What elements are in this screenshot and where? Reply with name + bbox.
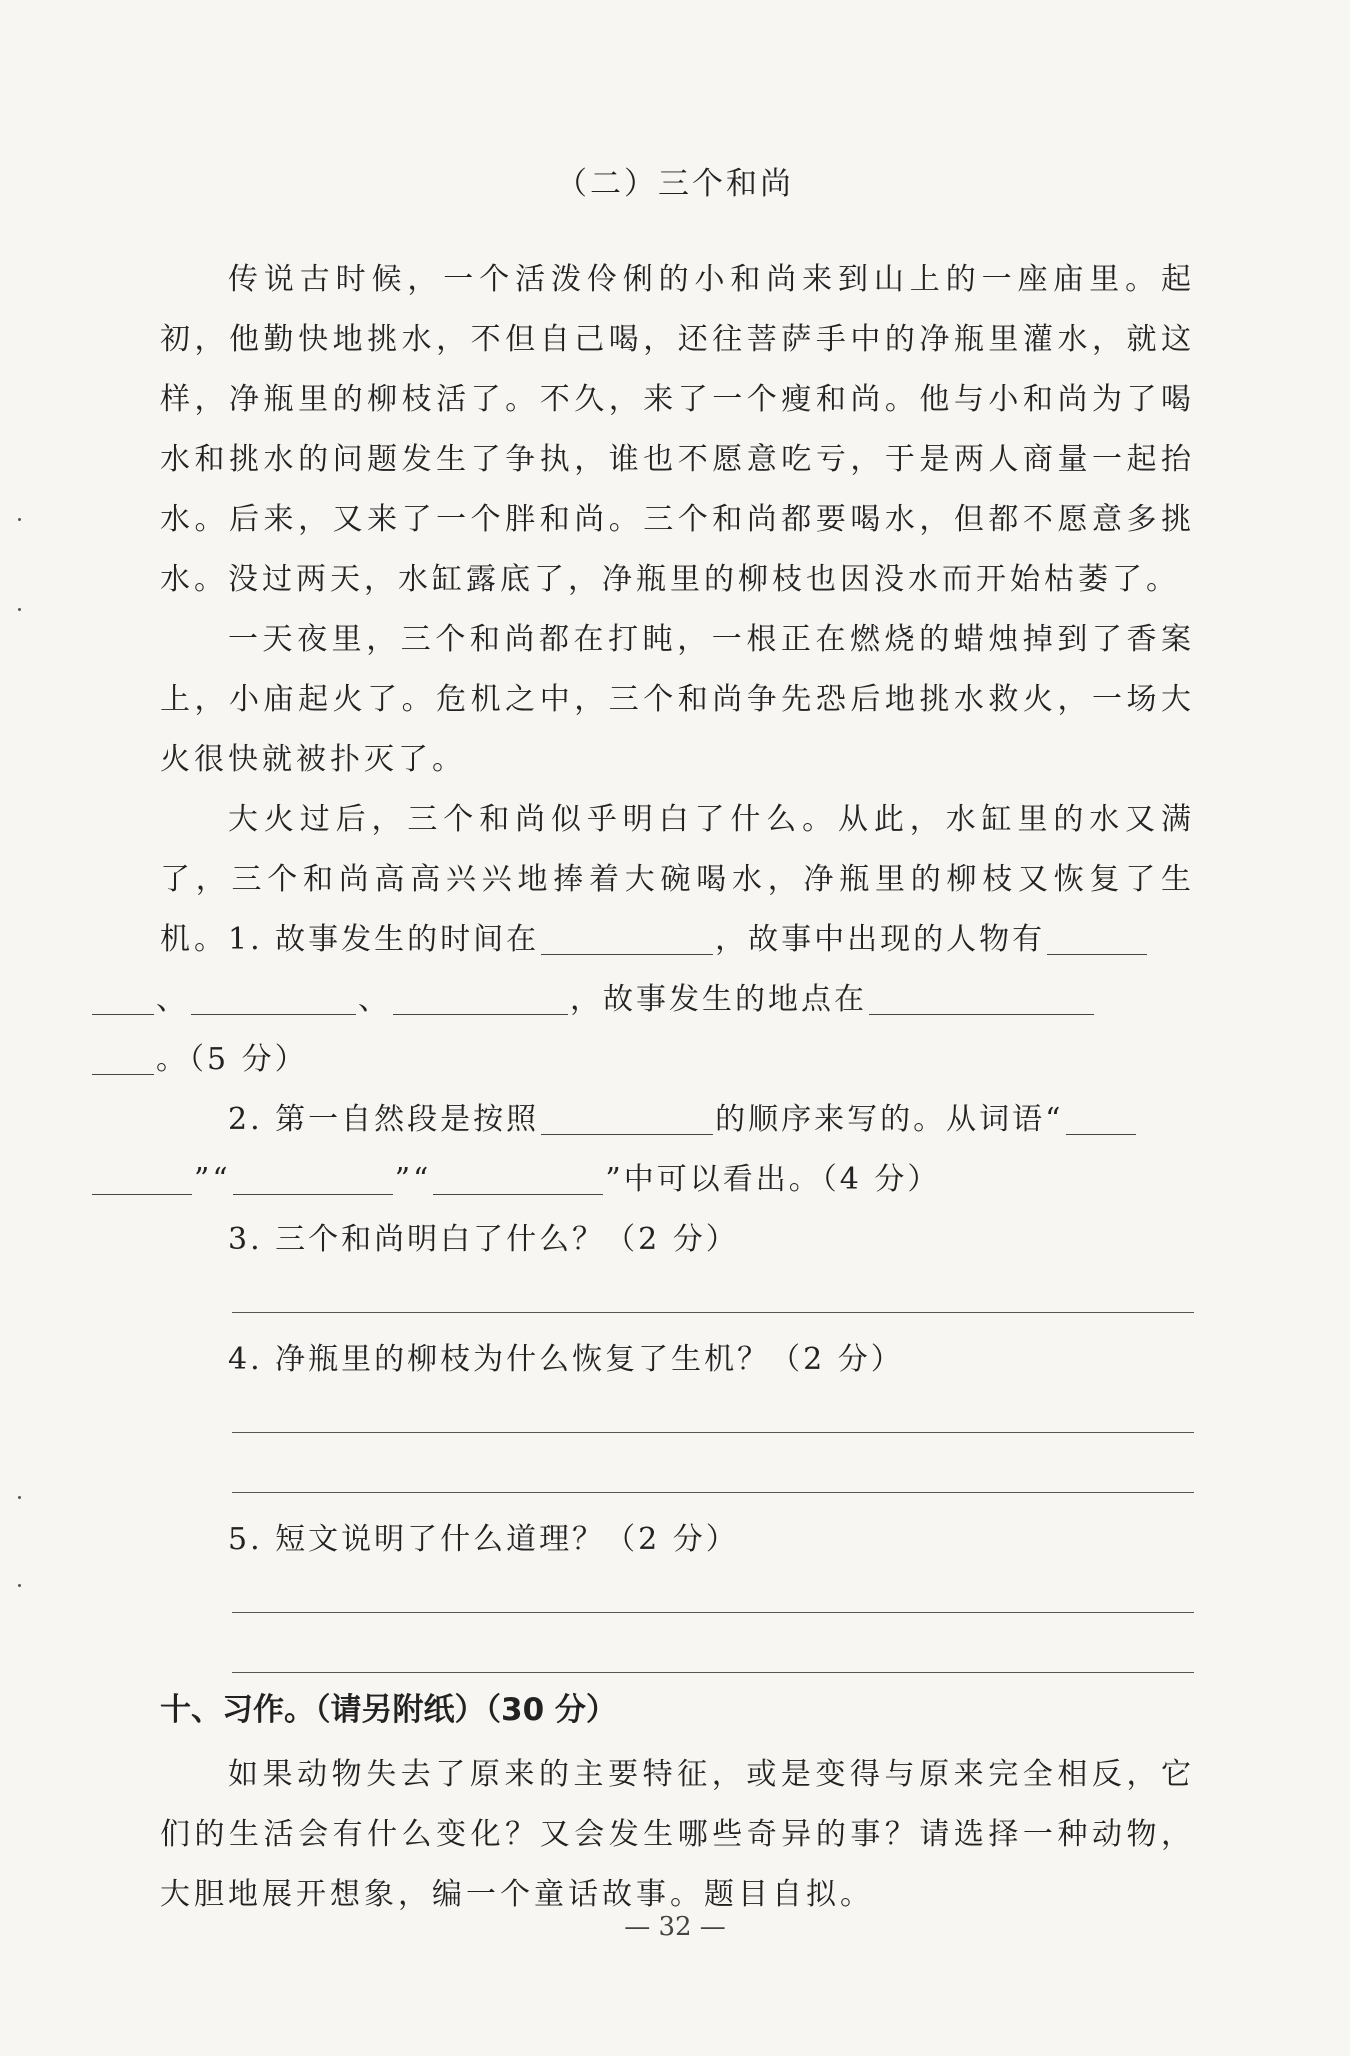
answer-blank-word-1a[interactable] — [1066, 1100, 1136, 1135]
answer-blank-character-2[interactable] — [191, 980, 356, 1015]
answer-line-q3[interactable] — [232, 1312, 1194, 1313]
question-2-score: ”中可以看出。（4 分） — [605, 1162, 941, 1197]
answer-line-q5-2[interactable] — [232, 1672, 1194, 1673]
question-1-text-c: ，故事发生的地点在 — [570, 982, 867, 1017]
scan-mark — [18, 1496, 21, 1499]
passage-title: （二）三个和尚 — [556, 166, 794, 202]
page-number: — 32 — — [624, 1912, 726, 1942]
question-4: 4. 净瓶里的柳枝为什么恢复了生机？（2 分） — [228, 1342, 904, 1377]
answer-blank-time[interactable] — [541, 920, 713, 955]
question-1-separator-2: 、 — [358, 982, 391, 1017]
question-2 — [160, 1090, 1195, 1210]
question-2-quote-1: ”“ — [194, 1162, 231, 1197]
passage-paragraph-1: 传说古时候，一个活泼伶俐的小和尚来到山上的一座庙里。起初，他勤快地挑水，不但自己喝，还往菩萨手中的净瓶里灌水，就这样，净瓶里的柳枝活了。不久，来了一个瘦和尚。他与小和尚为了喝水和挑水的问题发生了争执，谁也不愿意吃亏，于是两人商量一起抬水。后来，又来了一个胖和尚。三个和尚都要喝水，但都不愿意多挑水。没过两天，水缸露底了，净瓶里的柳枝也因没水而开始枯萎了。 — [160, 262, 1195, 597]
question-2-quote-2: ”“ — [394, 1162, 432, 1197]
answer-blank-character-1b[interactable] — [92, 980, 154, 1015]
question-2-text-a: 2. 第一自然段是按照 — [228, 1102, 540, 1137]
answer-blank-word-2[interactable] — [233, 1160, 393, 1195]
answer-line-q4-2[interactable] — [232, 1492, 1194, 1493]
answer-blank-place-a[interactable] — [869, 980, 1094, 1015]
answer-blank-word-3[interactable] — [433, 1160, 603, 1195]
composition-heading: 十、习作。（请另附纸）（30 分） — [160, 1692, 617, 1728]
question-1-text-b: ，故事中出现的人物有 — [715, 922, 1046, 957]
question-3: 3. 三个和尚明白了什么？（2 分） — [228, 1222, 739, 1257]
question-1 — [156, 910, 1195, 1090]
question-5: 5. 短文说明了什么道理？（2 分） — [228, 1522, 739, 1557]
scan-mark — [18, 518, 21, 521]
answer-line-q4-1[interactable] — [232, 1432, 1194, 1433]
passage-paragraph-3: 大火过后，三个和尚似乎明白了什么。从此，水缸里的水又满了，三个和尚高高兴兴地捧着大碗喝水，净瓶里的柳枝又恢复了生机。 — [160, 802, 1195, 957]
scan-mark — [18, 1584, 21, 1587]
question-2-text-b: 的顺序来写的。从词语“ — [715, 1102, 1064, 1137]
question-1-text-a: 1. 故事发生的时间在 — [228, 922, 540, 957]
answer-blank-order[interactable] — [541, 1100, 713, 1135]
answer-blank-character-3[interactable] — [393, 980, 568, 1015]
answer-blank-place-b[interactable] — [92, 1040, 154, 1075]
scan-mark — [18, 608, 21, 611]
question-1-score: 。（5 分） — [156, 1042, 308, 1077]
question-1-separator-1: 、 — [156, 982, 189, 1017]
answer-blank-word-1b[interactable] — [92, 1160, 192, 1195]
answer-blank-character-1a[interactable] — [1047, 920, 1147, 955]
passage-paragraph-2: 一天夜里，三个和尚都在打盹，一根正在燃烧的蜡烛掉到了香案上，小庙起火了。危机之中，三个和尚争先恐后地挑水救火，一场大火很快就被扑灭了。 — [160, 622, 1195, 777]
answer-line-q5-1[interactable] — [232, 1612, 1194, 1613]
composition-prompt: 如果动物失去了原来的主要特征，或是变得与原来完全相反，它们的生活会有什么变化？又会发生哪些奇异的事？请选择一种动物，大胆地展开想象，编一个童话故事。题目自拟。 — [160, 1757, 1195, 1912]
